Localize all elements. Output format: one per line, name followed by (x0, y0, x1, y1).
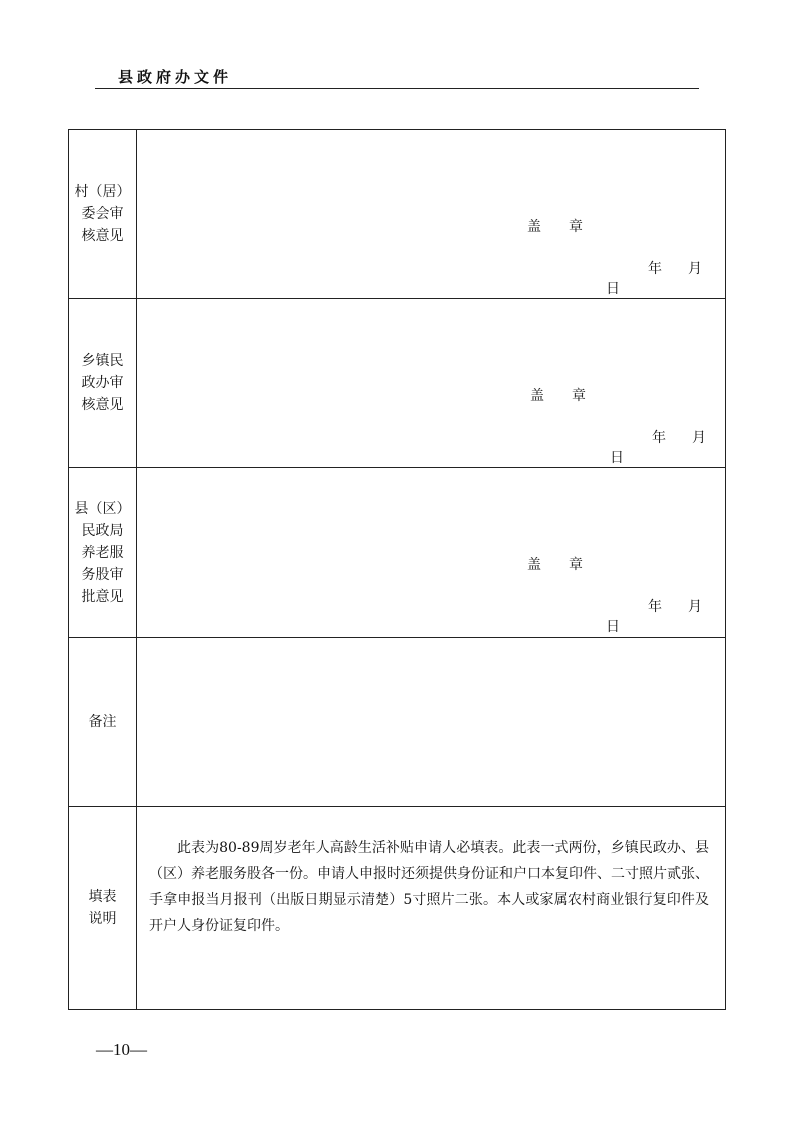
label-line: 核意见 (81, 397, 124, 413)
label-line: 民政局 (81, 522, 124, 539)
document-header-title: 县政府办文件 (118, 68, 233, 86)
label-line: 备注 (88, 714, 117, 730)
year-label: 年 (648, 261, 662, 277)
year-label: 年 (648, 599, 662, 615)
approval-form-table (68, 129, 726, 1010)
label-line: 填表 (88, 889, 117, 905)
township-civil-affairs-review-label (69, 299, 137, 468)
page-number: —10— (96, 1040, 147, 1059)
header-divider (95, 88, 699, 89)
day-label: 日 (610, 450, 624, 466)
label-line: 说明 (88, 911, 117, 927)
label-line: 批意见 (81, 588, 124, 605)
table-row (69, 299, 726, 468)
label-line: 县（区） (74, 500, 131, 517)
label-line: 乡镇民 (81, 353, 124, 369)
label-line: 养老服 (81, 544, 124, 561)
label-line: 委会审 (81, 206, 124, 222)
seal-label: 盖 章 (527, 557, 583, 573)
label-line: 村（居） (74, 184, 131, 200)
label-line: 政办审 (81, 375, 124, 391)
label-line: 务股审 (81, 566, 124, 583)
day-label: 日 (606, 619, 620, 635)
county-elderly-services-approval-field[interactable] (137, 468, 726, 638)
label-line: 核意见 (81, 228, 124, 244)
seal-label: 盖 章 (530, 388, 586, 404)
village-committee-review-label (69, 130, 137, 299)
day-label: 日 (606, 281, 620, 297)
table-row (69, 130, 726, 299)
instructions-label (69, 807, 137, 1010)
table-row (69, 638, 726, 807)
county-elderly-services-approval-label (69, 468, 137, 638)
date-line (580, 596, 725, 636)
remarks-field[interactable] (137, 638, 726, 807)
village-committee-review-field[interactable] (137, 130, 726, 299)
remarks-label (69, 638, 137, 807)
month-label: 月 (688, 599, 702, 615)
table-row (69, 468, 726, 638)
date-line (580, 258, 725, 298)
table-row (69, 807, 726, 1010)
seal-label: 盖 章 (527, 219, 583, 235)
month-label: 月 (692, 430, 706, 446)
date-line (584, 427, 725, 467)
year-label: 年 (652, 430, 666, 446)
month-label: 月 (688, 261, 702, 277)
township-civil-affairs-review-field[interactable] (137, 299, 726, 468)
instructions-cell (137, 807, 726, 1010)
instructions-text: 此表为80-89周岁老年人高龄生活补贴申请人必填表。此表一式两份，乡镇民政办、县（区）养老服务股各一份。申请人申报时还须提供身份证和户口本复印件、二寸照片贰张、手拿申报当月报刊（出版日期显示清楚）5寸照片二张。本人或家属农村商业银行复印件及开户人身份证复印件。 (149, 840, 709, 934)
